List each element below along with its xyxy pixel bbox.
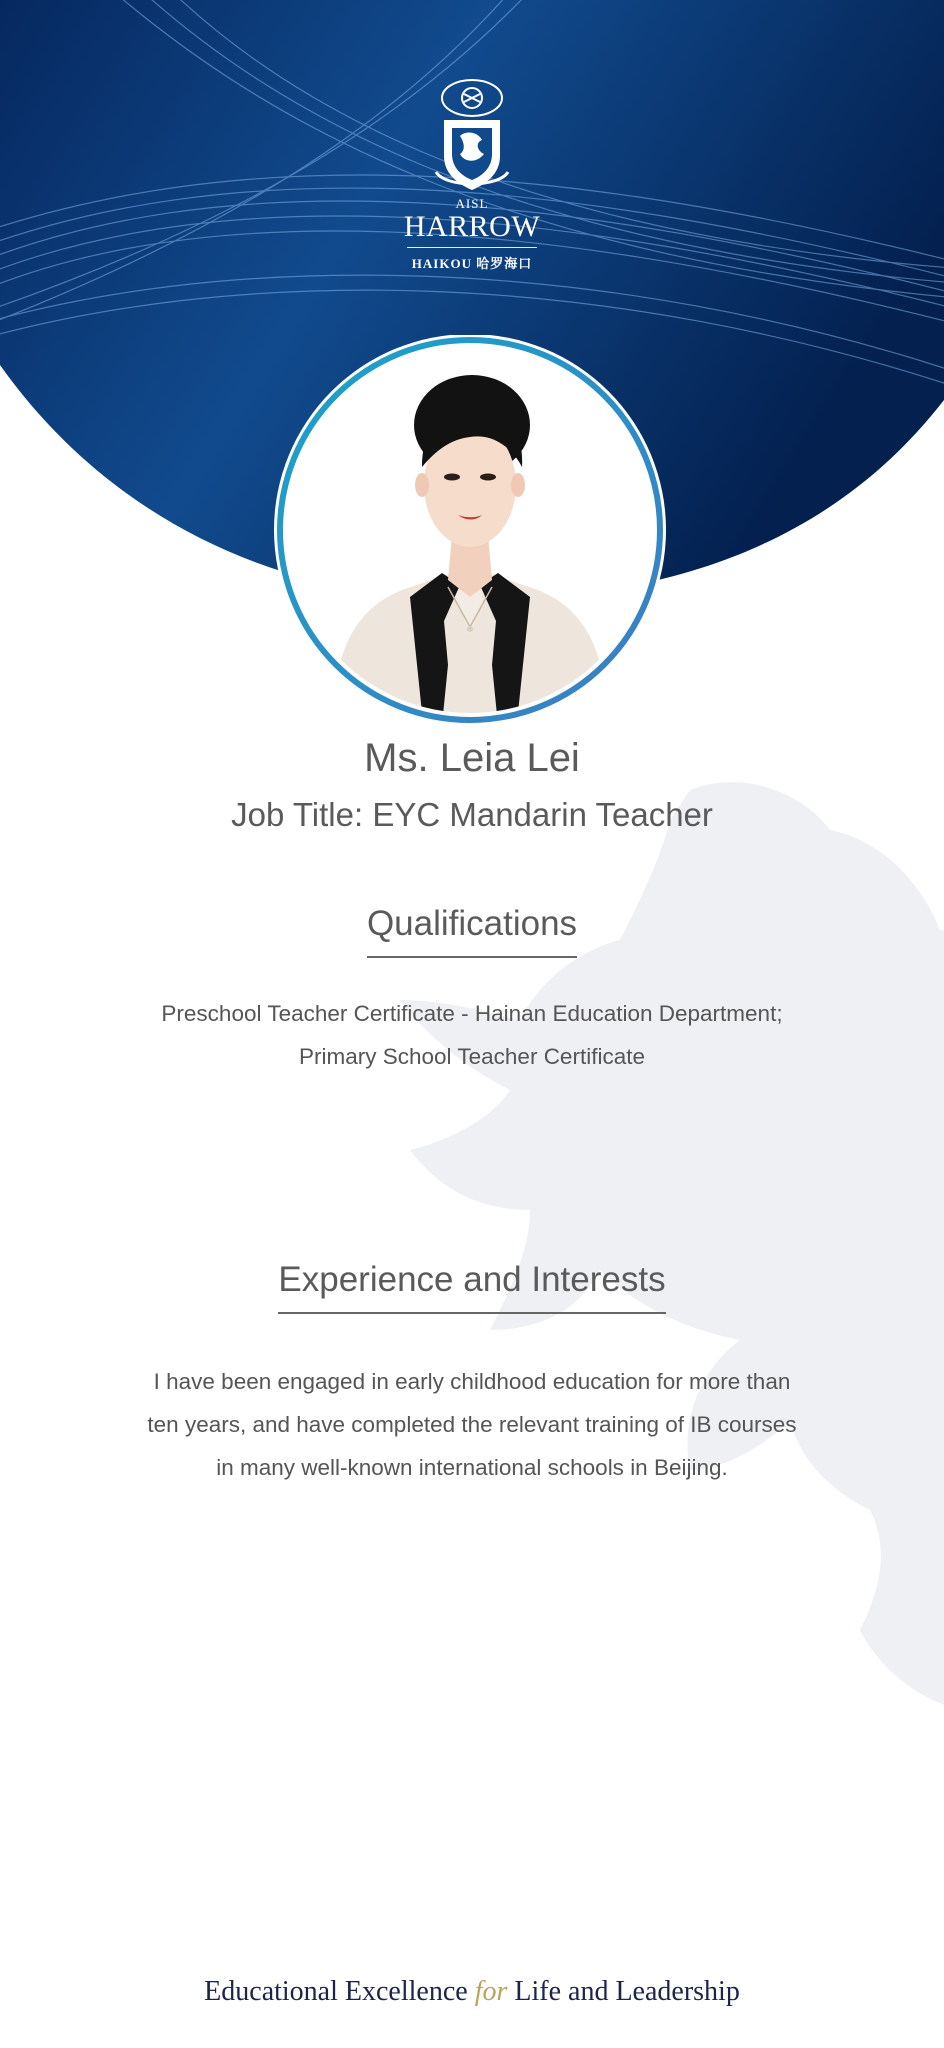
- experience-line: ten years, and have completed the relevant training of IB courses: [147, 1412, 797, 1437]
- tagline-start: Educational Excellence: [204, 1976, 475, 2007]
- experience-line: I have been engaged in early childhood education for more than: [153, 1369, 791, 1394]
- teacher-portrait: [272, 335, 668, 725]
- job-title: Job Title: EYC Mandarin Teacher: [231, 796, 713, 833]
- experience-title: Experience and Interests: [278, 1260, 665, 1314]
- logo-divider: [407, 247, 537, 248]
- tagline-end: Life and Leadership: [507, 1976, 740, 2007]
- qualifications-body: [0, 992, 944, 1078]
- experience-line: in many well-known international schools in Beijing.: [216, 1455, 728, 1480]
- tagline-for: for: [474, 1976, 508, 2007]
- qualification-line: Primary School Teacher Certificate: [299, 1044, 645, 1069]
- logo-aisl-text: AISL: [455, 196, 489, 211]
- qualification-line: Preschool Teacher Certificate - Hainan Education Department;: [161, 1001, 783, 1026]
- logo-city-text: HAIKOU 哈罗海口: [411, 256, 533, 271]
- experience-body: [0, 1360, 944, 1489]
- school-crest-icon: [426, 76, 518, 194]
- qualifications-title: Qualifications: [367, 904, 577, 958]
- footer-tagline: [0, 1976, 944, 2008]
- logo-school-name: HARROW: [403, 210, 541, 243]
- teacher-name: Ms. Leia Lei: [364, 736, 580, 780]
- experience-section-header: [0, 1260, 944, 1314]
- qualifications-section-header: [0, 904, 944, 958]
- school-logo: [381, 76, 563, 286]
